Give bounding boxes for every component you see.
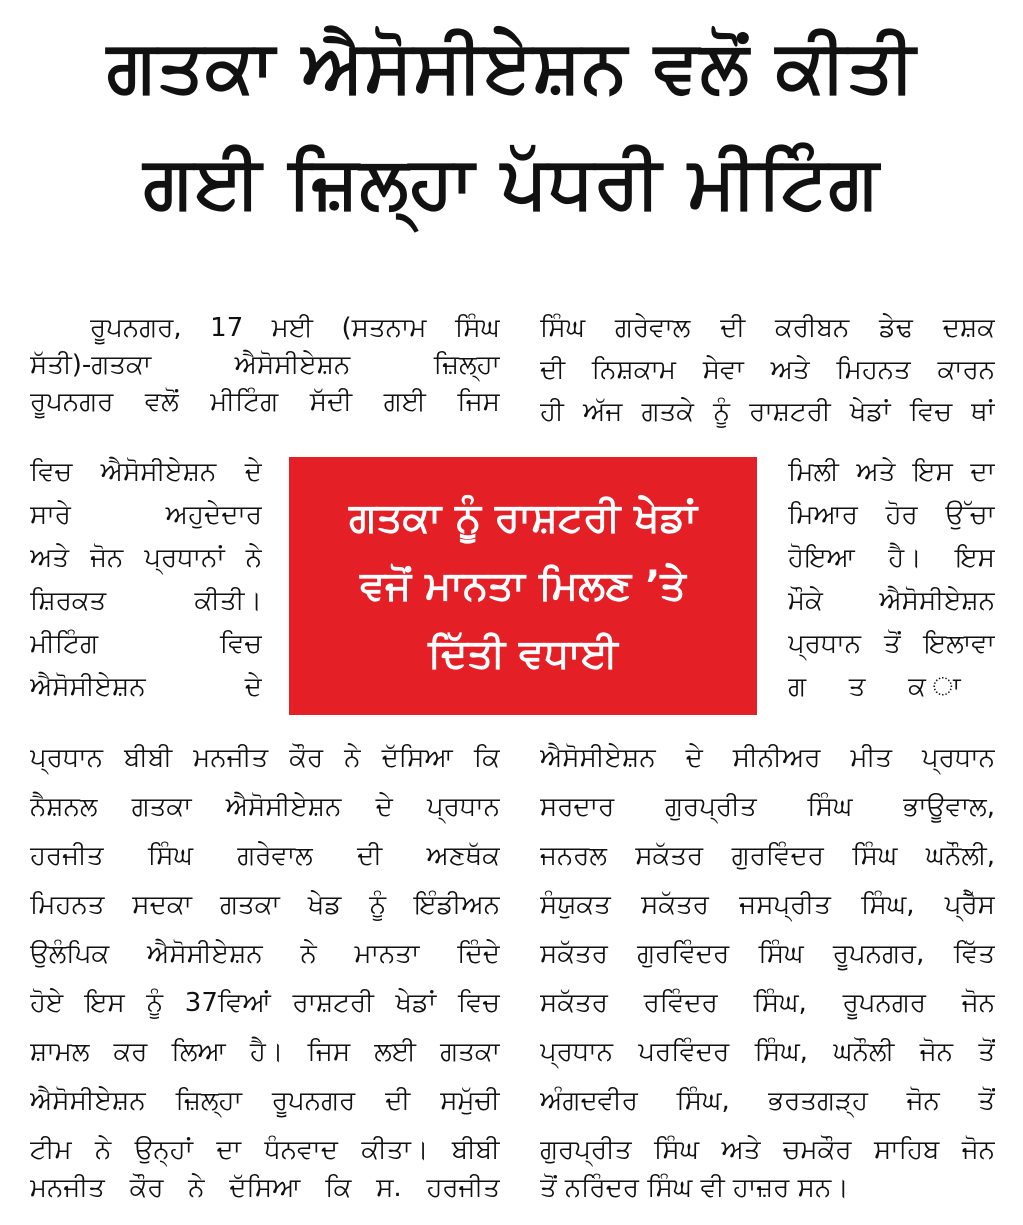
left-body-line: ਸ਼ਾਮਲ ਕਰ ਲਿਆ ਹੈ। ਜਿਸ ਲਈ ਗਤਕਾ — [30, 1037, 500, 1067]
right-side-line: ਪ੍ਰਧਾਨ ਤੋਂ ਇਲਾਵਾ — [788, 629, 995, 659]
right-body-line: ਸਿੰਘ ਗਰੇਵਾਲ ਦੀ ਕਰੀਬਨ ਡੇਢ ਦਸ਼ਕ — [540, 313, 995, 343]
left-body-line: ਰੂਪਨਗਰ, 17 ਮਈ (ਸਤਨਾਮ ਸਿੰਘ — [90, 313, 500, 343]
left-body-line: ਟੀਮ ਨੇ ਉਨ੍ਹਾਂ ਦਾ ਧੰਨਵਾਦ ਕੀਤਾ। ਬੀਬੀ — [30, 1135, 500, 1165]
right-body-line: ਜਨਰਲ ਸਕੱਤਰ ਗੁਰਵਿੰਦਰ ਸਿੰਘ ਘਨੌਲੀ, — [540, 841, 995, 871]
highlight-line-3: ਦਿੱਤੀ ਵਧਾਈ — [428, 631, 618, 677]
right-body-line: ਸਕੱਤਰ ਗੁਰਵਿੰਦਰ ਸਿੰਘ ਰੂਪਨਗਰ, ਵਿੱਤ — [540, 939, 995, 969]
right-side-line: ਮੌਕੇ ਐਸੋਸੀਏਸ਼ਨ — [788, 586, 995, 616]
left-body-line: ਉਲੰਪਿਕ ਐਸੋਸੀਏਸ਼ਨ ਨੇ ਮਾਨਤਾ ਦਿੰਦੇ — [30, 939, 500, 969]
left-body-line: ਹਰਜੀਤ ਸਿੰਘ ਗਰੇਵਾਲ ਦੀ ਅਣਥੱਕ — [30, 841, 500, 871]
left-body-line: ਹੋਏ ਇਸ ਨੂੰ 37ਵਿਆਂ ਰਾਸ਼ਟਰੀ ਖੇਡਾਂ ਵਿਚ — [30, 988, 500, 1018]
right-body-line: ਸਕੱਤਰ ਰਵਿੰਦਰ ਸਿੰਘ, ਰੂਪਨਗਰ ਜੋਨ — [540, 988, 995, 1018]
highlight-line-1: ਗਤਕਾ ਨੂੰ ਰਾਸ਼ਟਰੀ ਖੇਡਾਂ — [349, 495, 697, 541]
highlight-line-2: ਵਜੋਂ ਮਾਨਤਾ ਮਿਲਣ ’ਤੇ — [360, 563, 686, 609]
left-side-line: ਸਾਰੇ ਅਹੁਦੇਦਾਰ — [30, 500, 262, 530]
right-side-line: ਹੋਇਆ ਹੈ। ਇਸ — [788, 543, 995, 573]
left-body-line: ਮਿਹਨਤ ਸਦਕਾ ਗਤਕਾ ਖੇਡ ਨੂੰ ਇੰਡੀਅਨ — [30, 890, 500, 920]
left-body-line: ਨੈਸ਼ਨਲ ਗਤਕਾ ਐਸੋਸੀਏਸ਼ਨ ਦੇ ਪ੍ਰਧਾਨ — [30, 792, 500, 822]
right-side-line: ਮਿਲੀ ਅਤੇ ਇਸ ਦਾ — [788, 457, 995, 487]
left-side-line: ਸ਼ਿਰਕਤ ਕੀਤੀ। — [30, 586, 262, 616]
right-side-line: ਗ ਤ ਕ ਾ — [788, 672, 995, 702]
right-side-line: ਮਿਆਰ ਹੋਰ ਉੱਚਾ — [788, 500, 995, 530]
right-body-line: ਦੀ ਨਿਸ਼ਕਾਮ ਸੇਵਾ ਅਤੇ ਮਿਹਨਤ ਕਾਰਨ — [540, 355, 995, 385]
right-body-line: ਸੰਯੁਕਤ ਸਕੱਤਰ ਜਸਪ੍ਰੀਤ ਸਿੰਘ, ਪ੍ਰੈੱਸ — [540, 890, 995, 920]
left-side-line: ਵਿਚ ਐਸੋਸੀਏਸ਼ਨ ਦੇ — [30, 457, 262, 487]
right-body-line: ਐਸੋਸੀਏਸ਼ਨ ਦੇ ਸੀਨੀਅਰ ਮੀਤ ਪ੍ਰਧਾਨ — [540, 743, 995, 773]
left-body-line: ਰੂਪਨਗਰ ਵਲੋਂ ਮੀਟਿੰਗ ਸੱਦੀ ਗਈ ਜਿਸ — [30, 387, 500, 417]
left-body-line: ਐਸੋਸੀਏਸ਼ਨ ਜ਼ਿਲ੍ਹਾ ਰੂਪਨਗਰ ਦੀ ਸਮੁੱਚੀ — [30, 1086, 500, 1116]
right-body-line: ਅੰਗਦਵੀਰ ਸਿੰਘ, ਭਰਤਗੜ੍ਹ ਜੋਨ ਤੋਂ — [540, 1086, 995, 1116]
left-side-line: ਮੀਟਿੰਗ ਵਿਚ — [30, 629, 262, 659]
headline-line-1: ਗਤਕਾ ਐਸੋਸੀਏਸ਼ਨ ਵਲੋਂ ਕੀਤੀ — [106, 24, 917, 108]
highlight-box — [289, 457, 757, 715]
right-body-line: ਪ੍ਰਧਾਨ ਪਰਵਿੰਦਰ ਸਿੰਘ, ਘਨੌਲੀ ਜੋਨ ਤੋਂ — [540, 1037, 995, 1067]
right-body-line: ਸਰਦਾਰ ਗੁਰਪ੍ਰੀਤ ਸਿੰਘ ਭਾਊਵਾਲ, — [540, 792, 995, 822]
headline — [20, 8, 1003, 240]
left-side-line: ਅਤੇ ਜੋਨ ਪ੍ਰਧਾਨਾਂ ਨੇ — [30, 543, 262, 573]
headline-line-2: ਗਈ ਜ਼ਿਲ੍ਹਾ ਪੱਧਰੀ ਮੀਟਿੰਗ — [143, 140, 880, 224]
right-body-line: ਗੁਰਪ੍ਰੀਤ ਸਿੰਘ ਅਤੇ ਚਮਕੌਰ ਸਾਹਿਬ ਜੋਨ — [540, 1135, 995, 1165]
right-body-line: ਹੀ ਅੱਜ ਗਤਕੇ ਨੂੰ ਰਾਸ਼ਟਰੀ ਖੇਡਾਂ ਵਿਚ ਥਾਂ — [540, 397, 995, 427]
left-side-line: ਐਸੋਸੀਏਸ਼ਨ ਦੇ — [30, 672, 262, 702]
left-body-line: ਪ੍ਰਧਾਨ ਬੀਬੀ ਮਨਜੀਤ ਕੌਰ ਨੇ ਦੱਸਿਆ ਕਿ — [30, 743, 500, 773]
right-body-line: ਤੋਂ ਨਰਿੰਦਰ ਸਿੰਘ ਵੀ ਹਾਜ਼ਰ ਸਨ। — [540, 1173, 849, 1203]
left-body-line: ਮਨਜੀਤ ਕੌਰ ਨੇ ਦੱਸਿਆ ਕਿ ਸ. ਹਰਜੀਤ — [30, 1173, 500, 1203]
left-body-line: ਸੱਤੀ)-ਗਤਕਾ ਐਸੋਸੀਏਸ਼ਨ ਜ਼ਿਲ੍ਹਾ — [30, 350, 500, 380]
